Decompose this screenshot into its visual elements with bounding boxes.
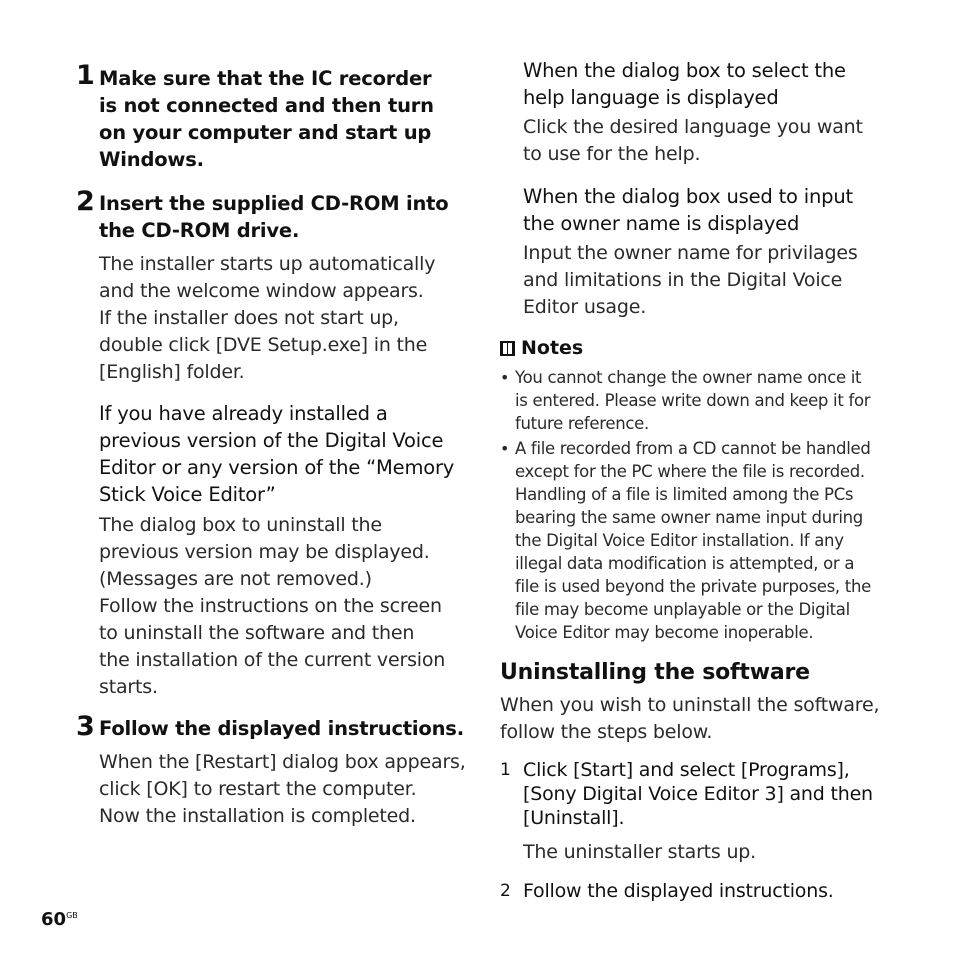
step-1-heading: Make sure that the IC recorder is not connected and then turn on your computer and start up Windows. bbox=[99, 67, 434, 171]
owner-name-heading: When the dialog box used to input the owner name is displayed bbox=[523, 185, 853, 235]
step-2-subheading: If you have already installed a previous version of the Digital Voice Editor or any version of the “Memory Stick Voice Editor” bbox=[99, 402, 455, 506]
help-language-body: Click the desired language you want to use for the help. bbox=[523, 116, 863, 165]
step-2-subbody: The dialog box to uninstall the previous version may be displayed. (Messages are not removed.) Follow the instructions on the screen to uninstall the software and then the installation of the current version starts. bbox=[99, 514, 446, 698]
step-3-heading: Follow the displayed instructions. bbox=[99, 717, 464, 740]
uninstall-step-1-heading: Click [Start] and select [Programs], [Sony Digital Voice Editor 3] and then [Uninstall]. bbox=[523, 759, 873, 829]
step-3-body: When the [Restart] dialog box appears, click [OK] to restart the computer. Now the installation is completed. bbox=[99, 751, 466, 827]
notes-heading bbox=[500, 336, 583, 360]
owner-name-body: Input the owner name for privilages and limitations in the Digital Voice Editor usage. bbox=[523, 242, 858, 318]
bullet-icon: • bbox=[500, 368, 510, 387]
uninstall-step-1-number: 1 bbox=[500, 760, 511, 780]
step-2-number: 2 bbox=[76, 186, 95, 217]
page-suffix: GB bbox=[66, 911, 78, 920]
help-language-heading: When the dialog box to select the help language is displayed bbox=[523, 59, 846, 109]
uninstall-step-2-heading: Follow the displayed instructions. bbox=[523, 880, 834, 902]
uninstall-step-1-body: The uninstaller starts up. bbox=[523, 841, 757, 863]
step-2-body: The installer starts up automatically and the welcome window appears. If the installer does not start up, double click [DVE Setup.exe] in the [English] folder. bbox=[99, 253, 436, 383]
notes-title: Notes bbox=[521, 337, 584, 359]
uninstall-step-2-number: 2 bbox=[500, 881, 511, 901]
notes-icon bbox=[500, 341, 515, 356]
step-1-number: 1 bbox=[76, 60, 95, 91]
step-2-heading: Insert the supplied CD-ROM into the CD-ROM drive. bbox=[99, 192, 449, 242]
uninstall-section-title: Uninstalling the software bbox=[500, 660, 810, 685]
step-3-number: 3 bbox=[76, 711, 95, 742]
uninstall-intro: When you wish to uninstall the software, follow the steps below. bbox=[500, 694, 880, 743]
bullet-icon: • bbox=[500, 439, 510, 458]
page-number: $60^{GB}$ bbox=[41, 909, 78, 930]
